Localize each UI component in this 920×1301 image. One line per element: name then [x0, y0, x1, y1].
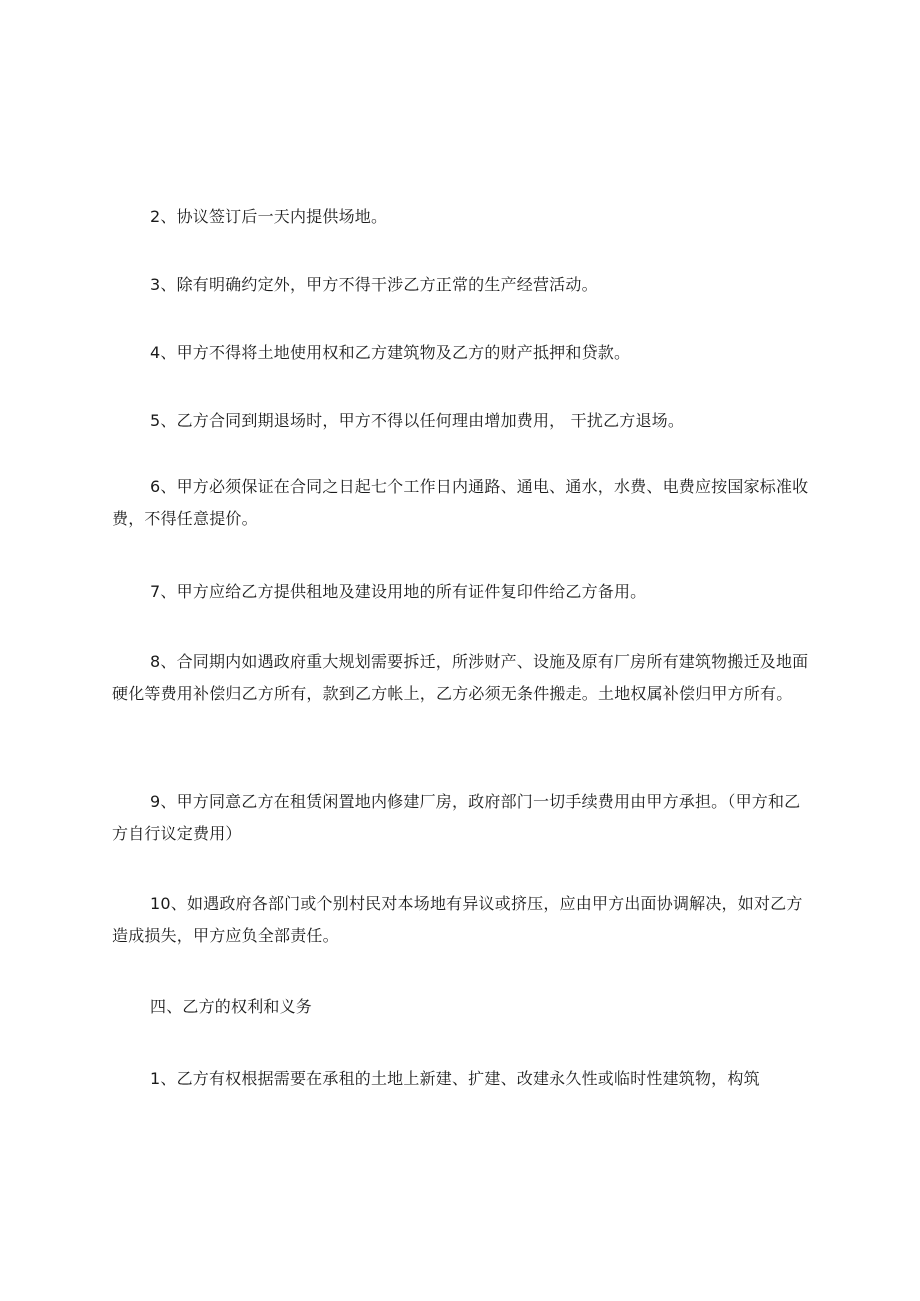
section-heading: 四、乙方的权利和义务	[150, 997, 313, 1016]
clause-5-paragraph: 5、乙方合同到期退场时，甲方不得以任何理由增加费用， 干扰乙方退场。	[150, 411, 685, 430]
clause-8-paragraph: 8、合同期内如遇政府重大规划需要拆迁，所涉财产、设施及原有厂房所有建筑物搬迁及地面硬化等费用补偿归乙方所有，款到乙方帐上，乙方必须无条件搬走。土地权属补偿归甲方所有。	[112, 652, 809, 703]
clause-2-paragraph: 2、协议签订后一天内提供场地。	[150, 207, 388, 226]
clause-9-paragraph: 9、甲方同意乙方在租赁闲置地内修建厂房，政府部门一切手续费用由甲方承担。（甲方和乙方自行议定费用）	[112, 792, 801, 843]
section-4-clause-1-paragraph: 1、乙方有权根据需要在承租的土地上新建、扩建、改建永久性或临时性建筑物，构筑	[150, 1069, 760, 1088]
clause-7-paragraph: 7、甲方应给乙方提供租地及建设用地的所有证件复印件给乙方备用。	[150, 582, 647, 601]
clause-10-paragraph: 10、如遇政府各部门或个别村民对本场地有异议或挤压，应由甲方出面协调解决，如对乙方造成损失，甲方应负全部责任。	[112, 894, 803, 945]
clause-6-paragraph: 6、甲方必须保证在合同之日起七个工作日内通路、通电、通水，水费、电费应按国家标准收费，不得任意提价。	[112, 477, 809, 528]
clause-3-paragraph: 3、除有明确约定外，甲方不得干涉乙方正常的生产经营活动。	[150, 275, 598, 294]
clause-4-paragraph: 4、甲方不得将土地使用权和乙方建筑物及乙方的财产抵押和贷款。	[150, 343, 631, 362]
